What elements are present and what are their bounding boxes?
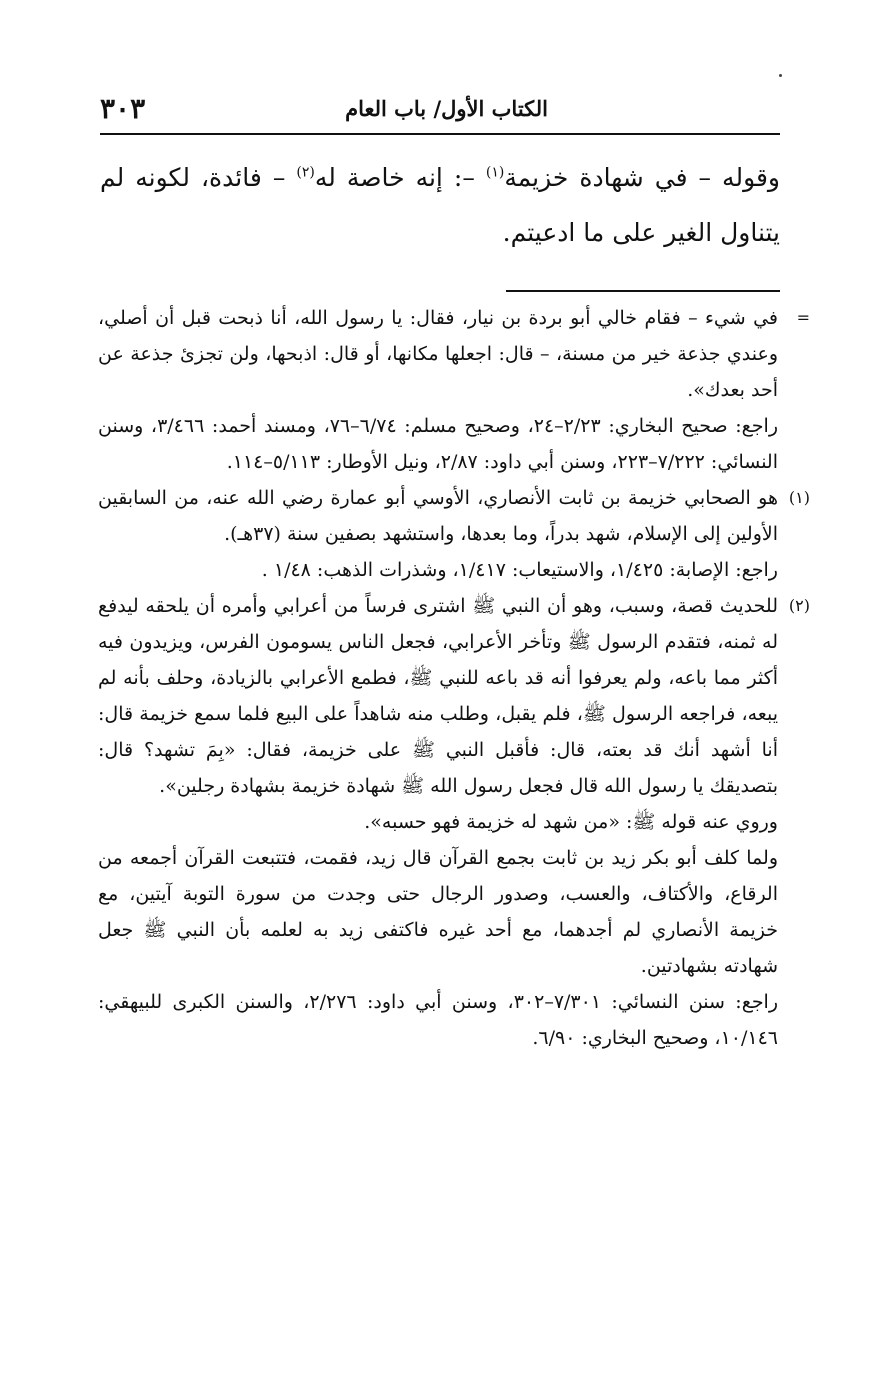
footnote-1	[98, 480, 810, 588]
footnote-paragraph: وروي عنه قوله ﷺ: «من شهد له خزيمة فهو حسبه».	[364, 811, 778, 833]
stray-dot	[779, 74, 782, 77]
footnote-paragraph: في شيء – فقام خالي أبو بردة بن نيار، فقال: يا رسول الله، أنا ذبحت قبل أن أصلي، وعندي جذعة خير من مسنة، – قال: اجعلها مكانها، أو قال: اذبحها، ولن تجزئ جذعة عن أحد بعدك».	[98, 307, 778, 401]
header-rule	[100, 133, 780, 135]
main-text	[100, 150, 780, 260]
page-header	[100, 92, 780, 130]
footnote-separator	[506, 290, 780, 292]
footnote-paragraph: راجع: صحيح البخاري: ٢/٢٣–٢٤، وصحيح مسلم: ٦/٧٤–٧٦، ومسند أحمد: ٣/٤٦٦، وسنن النسائي: ٧/٢٢٢–٢٢٣، وسنن أبي داود: ٢/٨٧، ونيل الأوطار: ٥/١١٣–١١٤.	[98, 415, 778, 473]
footnote-2	[98, 588, 810, 1056]
main-text-part: –: إنه خاصة له	[314, 163, 486, 192]
footnotes	[98, 300, 810, 1056]
main-text-part: – فائدة، لكونه لم يتناول الغير على ما ادعيتم.	[100, 163, 780, 247]
footnote-paragraph: ولما كلف أبو بكر زيد بن ثابت بجمع القرآن قال زيد، فقمت، فتتبعت القرآن أجمعه من الرقاع، والأكتاف، والعسب، وصدور الرجال حتى وجدت من سورة التوبة آيتين، مع خزيمة الأنصاري لم أجدهما، مع أحد غيره فاكتفى زيد به لعلمه بأن النبي ﷺ جعل شهادته بشهادتين.	[98, 847, 778, 977]
footnote-ref-2: (٢)	[296, 164, 315, 181]
footnote-paragraph: راجع: سنن النسائي: ٧/٣٠١–٣٠٢، وسنن أبي داود: ٢/٢٧٦، والسنن الكبرى للبيهقي: ١٠/١٤٦، وصحيح البخاري: ٦/٩٠.	[98, 991, 779, 1049]
main-paragraph	[100, 150, 780, 260]
footnote-paragraph: هو الصحابي خزيمة بن ثابت الأنصاري، الأوسي أبو عمارة رضي الله عنه، من السابقين الأولين إلى الإسلام، شهد بدراً، وما بعدها، واستشهد بصفين سنة (٣٧هـ).	[98, 487, 778, 545]
footnote-ref-1: (١)	[485, 164, 505, 181]
page-number: ٣٠٣	[100, 92, 146, 125]
footnote-continuation	[98, 300, 810, 480]
footnote-paragraph: للحديث قصة، وسبب، وهو أن النبي ﷺ اشترى فرساً من أعرابي وأمره أن يلحقه ليدفع له ثمنه، فتقدم الرسول ﷺ وتأخر الأعرابي، فجعل الناس يسومون الفرس، ويزيدون فيه أكثر مما باعه، ولم يعرفوا أنه قد باعه للنبي ﷺ، فطمع الأعرابي بالزيادة، وحلف بأنه لم يبعه، فراجعه الرسول ﷺ، فلم يقبل، وطلب منه شاهداً على البيع فلما سمع خزيمة قال: أنا أشهد أنك قد بعته، قال: فأقبل النبي ﷺ على خزيمة، فقال: «بِمَ تشهد؟ قال: بتصديقك يا رسول الله قال فجعل رسول الله ﷺ شهادة خزيمة بشهادة رجلين».	[98, 595, 778, 797]
main-text-part: وقوله – في شهادة خزيمة	[504, 163, 781, 192]
running-title: الكتاب الأول/ باب العام	[345, 96, 548, 121]
continuation-marker: =	[796, 308, 810, 327]
footnote-paragraph: راجع: الإصابة: ١/٤٢٥، والاستيعاب: ١/٤١٧، وشذرات الذهب: ١/٤٨ .	[261, 559, 778, 581]
footnote-1-marker: (١)	[788, 488, 810, 507]
footnote-2-marker: (٢)	[788, 596, 810, 615]
